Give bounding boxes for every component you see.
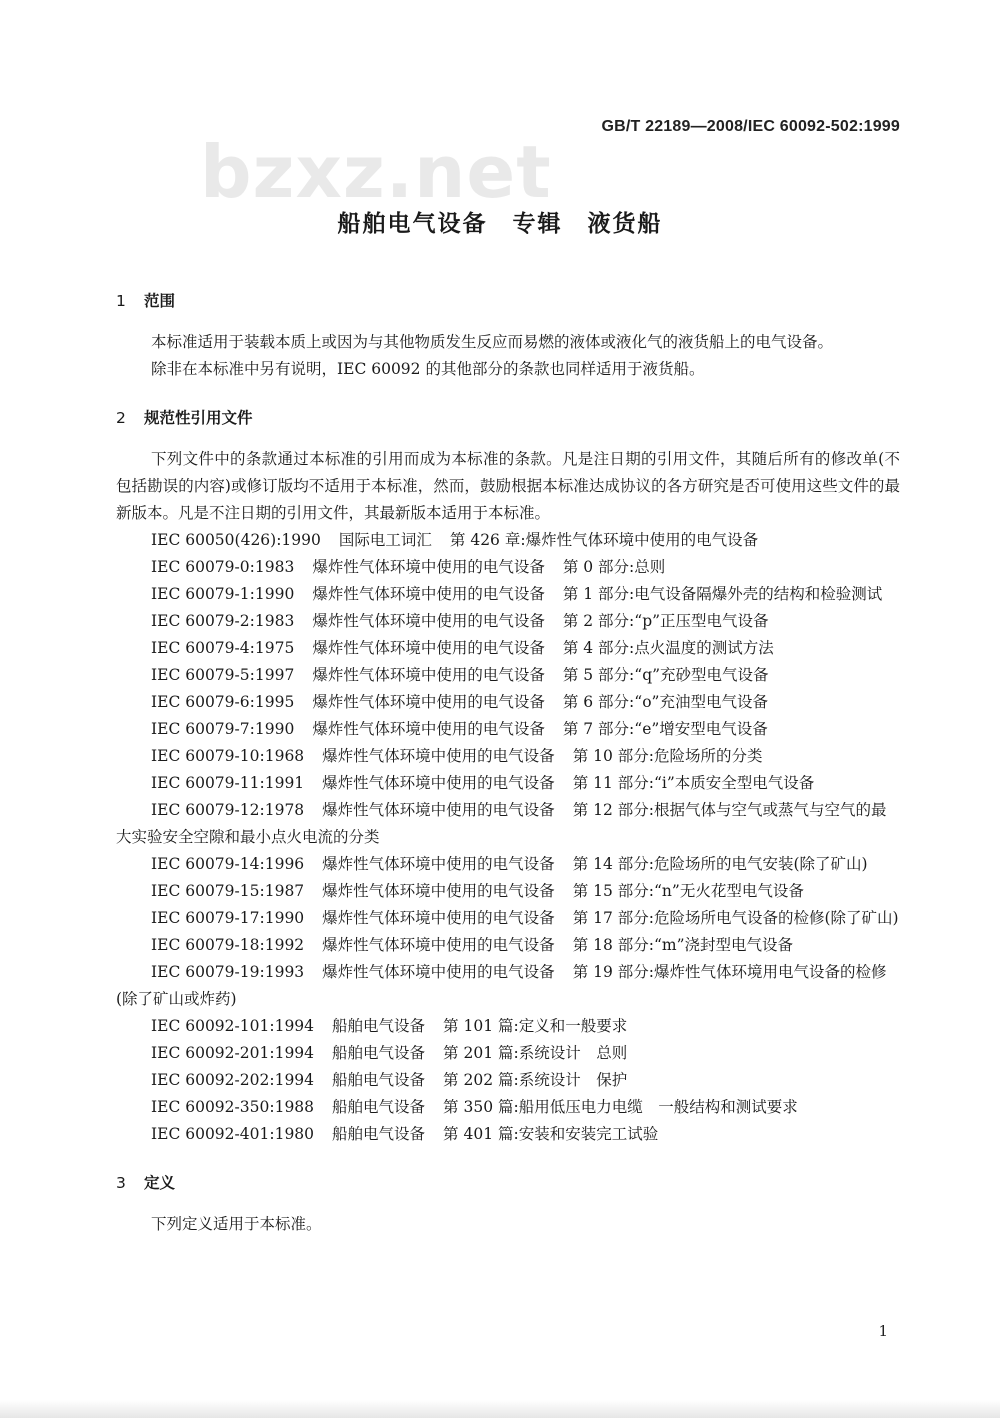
document-title: 船舶电气设备 专辑 液货船 <box>337 211 663 237</box>
reference-code: IEC 60079-12:1978 <box>151 801 305 819</box>
reference-part: 第 4 部分:点火温度的测试方法 <box>562 639 774 657</box>
reference-code: IEC 60079-5:1997 <box>151 666 295 684</box>
reference-code: IEC 60079-14:1996 <box>151 855 305 873</box>
reference-title: 船舶电气设备 <box>332 1017 426 1035</box>
reference-code: IEC 60079-19:1993 <box>151 963 305 981</box>
reference-part: 第 18 部分:“m”浇封型电气设备 <box>572 936 794 954</box>
page-edge <box>0 1400 1000 1418</box>
reference-code: IEC 60079-10:1968 <box>151 747 305 765</box>
reference-part: 第 19 部分:爆炸性气体环境用电气设备的检修(除了矿山或炸药) <box>116 963 887 1008</box>
reference-part: 第 7 部分:“e”增安型电气设备 <box>562 720 768 738</box>
reference-code: IEC 60092-202:1994 <box>151 1071 315 1089</box>
reference-title: 爆炸性气体环境中使用的电气设备 <box>322 882 555 900</box>
reference-item <box>116 797 900 851</box>
reference-item <box>116 527 900 554</box>
reference-title: 船舶电气设备 <box>332 1125 426 1143</box>
reference-code: IEC 60079-11:1991 <box>151 774 305 792</box>
reference-code: IEC 60050(426):1990 <box>151 531 321 549</box>
reference-title: 国际电工词汇 <box>338 531 432 549</box>
reference-item <box>116 554 900 581</box>
reference-part: 第 350 篇:船用低压电力电缆 一般结构和测试要求 <box>443 1098 798 1116</box>
reference-part: 第 12 部分:根据气体与空气或蒸气与空气的最大实验安全空隙和最小点火电流的分类 <box>116 801 887 846</box>
standard-number: GB/T 22189—2008/IEC 60092-502:1999 <box>601 118 900 135</box>
reference-item <box>116 878 900 905</box>
reference-item <box>116 1013 900 1040</box>
reference-title: 爆炸性气体环境中使用的电气设备 <box>322 747 555 765</box>
reference-title: 船舶电气设备 <box>332 1098 426 1116</box>
page-number: 1 <box>878 1322 888 1340</box>
reference-title: 爆炸性气体环境中使用的电气设备 <box>312 612 545 630</box>
reference-part: 第 10 部分:危险场所的分类 <box>572 747 763 765</box>
reference-item <box>116 959 900 1013</box>
reference-title: 爆炸性气体环境中使用的电气设备 <box>312 720 545 738</box>
reference-part: 第 101 篇:定义和一般要求 <box>443 1017 628 1035</box>
reference-part: 第 14 部分:危险场所的电气安装(除了矿山) <box>572 855 868 873</box>
reference-item <box>116 1121 900 1148</box>
reference-title: 爆炸性气体环境中使用的电气设备 <box>322 909 555 927</box>
reference-code: IEC 60092-201:1994 <box>151 1044 315 1062</box>
document-body <box>116 288 900 1238</box>
reference-item <box>116 905 900 932</box>
section-title: 定义 <box>144 1174 176 1192</box>
reference-title: 船舶电气设备 <box>332 1071 426 1089</box>
reference-title: 爆炸性气体环境中使用的电气设备 <box>322 963 555 981</box>
reference-item <box>116 689 900 716</box>
reference-item <box>116 608 900 635</box>
section-number: 1 <box>116 292 126 310</box>
reference-code: IEC 60079-1:1990 <box>151 585 295 603</box>
scope-paragraph: 除非在本标准中另有说明，IEC 60092 的其他部分的条款也同样适用于液货船。 <box>151 360 705 378</box>
section-2-heading <box>116 405 900 432</box>
reference-code: IEC 60079-7:1990 <box>151 720 295 738</box>
reference-code: IEC 60092-350:1988 <box>151 1098 315 1116</box>
reference-code: IEC 60092-401:1980 <box>151 1125 315 1143</box>
reference-code: IEC 60079-4:1975 <box>151 639 295 657</box>
section-title: 范围 <box>144 292 176 310</box>
definitions-paragraph: 下列定义适用于本标准。 <box>151 1215 322 1233</box>
reference-part: 第 6 部分:“o”充油型电气设备 <box>562 693 768 711</box>
reference-title: 爆炸性气体环境中使用的电气设备 <box>312 585 545 603</box>
reference-title: 爆炸性气体环境中使用的电气设备 <box>322 801 555 819</box>
section-number: 2 <box>116 409 126 427</box>
reference-code: IEC 60079-2:1983 <box>151 612 295 630</box>
scope-paragraph: 本标准适用于装载本质上或因为与其他物质发生反应而易燃的液体或液化气的液货船上的电气设备。 <box>151 333 834 351</box>
section-1-heading <box>116 288 900 315</box>
reference-part: 第 201 篇:系统设计 总则 <box>443 1044 628 1062</box>
reference-title: 船舶电气设备 <box>332 1044 426 1062</box>
reference-title: 爆炸性气体环境中使用的电气设备 <box>312 693 545 711</box>
reference-part: 第 401 篇:安装和安装完工试验 <box>443 1125 659 1143</box>
reference-title: 爆炸性气体环境中使用的电气设备 <box>322 936 555 954</box>
reference-part: 第 202 篇:系统设计 保护 <box>443 1071 628 1089</box>
reference-title: 爆炸性气体环境中使用的电气设备 <box>322 855 555 873</box>
section-number: 3 <box>116 1174 126 1192</box>
reference-title: 爆炸性气体环境中使用的电气设备 <box>312 558 545 576</box>
reference-part: 第 0 部分:总则 <box>562 558 666 576</box>
watermark: bzxz.net <box>200 130 552 214</box>
reference-code: IEC 60079-0:1983 <box>151 558 295 576</box>
reference-item <box>116 743 900 770</box>
reference-code: IEC 60092-101:1994 <box>151 1017 315 1035</box>
reference-item <box>116 770 900 797</box>
normative-references-list <box>116 527 900 1148</box>
reference-item <box>116 581 900 608</box>
references-intro-paragraph: 下列文件中的条款通过本标准的引用而成为本标准的条款。凡是注日期的引用文件，其随后所有的修改单(不包括勘误的内容)或修订版均不适用于本标准，然而，鼓励根据本标准达成协议的各方研究是否可使用这些文件的最新版本。凡是不注日期的引用文件，其最新版本适用于本标准。 <box>116 450 900 522</box>
reference-code: IEC 60079-6:1995 <box>151 693 295 711</box>
reference-title: 爆炸性气体环境中使用的电气设备 <box>312 666 545 684</box>
reference-item <box>116 932 900 959</box>
reference-code: IEC 60079-15:1987 <box>151 882 305 900</box>
reference-item <box>116 635 900 662</box>
reference-part: 第 15 部分:“n”无火花型电气设备 <box>572 882 804 900</box>
reference-part: 第 11 部分:“i”本质安全型电气设备 <box>572 774 815 792</box>
reference-code: IEC 60079-18:1992 <box>151 936 305 954</box>
reference-part: 第 2 部分:“p”正压型电气设备 <box>562 612 769 630</box>
reference-part: 第 1 部分:电气设备隔爆外壳的结构和检验测试 <box>562 585 883 603</box>
section-title: 规范性引用文件 <box>144 409 253 427</box>
reference-item <box>116 662 900 689</box>
reference-item <box>116 1067 900 1094</box>
reference-item <box>116 716 900 743</box>
reference-item <box>116 1040 900 1067</box>
section-3-heading <box>116 1170 900 1197</box>
reference-code: IEC 60079-17:1990 <box>151 909 305 927</box>
reference-part: 第 5 部分:“q”充砂型电气设备 <box>562 666 769 684</box>
reference-item <box>116 851 900 878</box>
reference-title: 爆炸性气体环境中使用的电气设备 <box>312 639 545 657</box>
reference-part: 第 426 章:爆炸性气体环境中使用的电气设备 <box>449 531 759 549</box>
reference-title: 爆炸性气体环境中使用的电气设备 <box>322 774 555 792</box>
reference-part: 第 17 部分:危险场所电气设备的检修(除了矿山) <box>572 909 899 927</box>
reference-item <box>116 1094 900 1121</box>
